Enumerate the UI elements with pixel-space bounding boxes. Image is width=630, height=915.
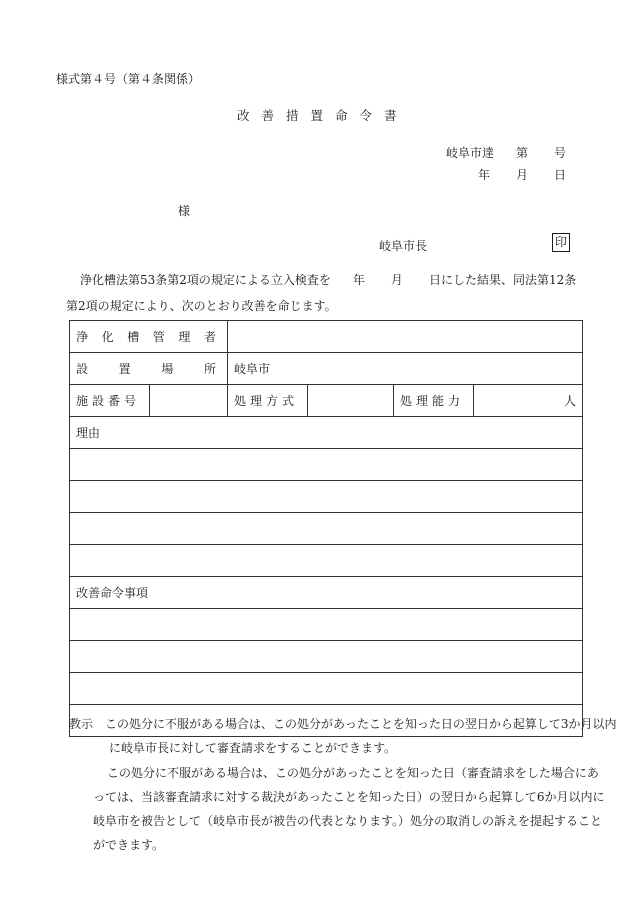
- instruction-label: 教示: [69, 717, 94, 731]
- treatment-method-label: 処理方式: [228, 385, 308, 417]
- issuer-dai: 第: [515, 146, 528, 160]
- date-year: 年: [477, 168, 490, 182]
- document-title: 改善措置命令書: [237, 108, 409, 123]
- addressee-suffix: 様: [178, 204, 191, 218]
- instruction-note-1: [69, 712, 624, 760]
- location-value-field[interactable]: 岐阜市: [228, 353, 583, 385]
- issue-date: [478, 166, 566, 183]
- facility-number-label: 施設番号: [70, 385, 150, 417]
- intro-paragraph: [66, 267, 586, 319]
- order-line[interactable]: [70, 609, 583, 641]
- treatment-method-field[interactable]: [308, 385, 394, 417]
- issuer-city: 岐阜市達: [445, 146, 494, 160]
- issuer-go: 号: [553, 146, 566, 160]
- capacity-label: 処理能力: [394, 385, 474, 417]
- facility-number-field[interactable]: [150, 385, 228, 417]
- order-line[interactable]: [70, 673, 583, 705]
- location-label-char: 設: [76, 362, 89, 376]
- manager-label-char: 理: [178, 330, 191, 344]
- manager-label-char: 槽: [127, 330, 140, 344]
- date-month: 月: [515, 168, 528, 182]
- intro-part2: 日にした結果、同法第12条第2項の規定により、次のとおり改善を命じます。: [66, 273, 577, 313]
- intro-month: 月: [390, 273, 403, 287]
- capacity-unit: 人: [563, 394, 576, 408]
- manager-label-char: 管: [152, 330, 165, 344]
- date-day: 日: [553, 168, 566, 182]
- instruction-note-2: この処分に不服がある場合は、この処分があったことを知った日（審査請求をした場合にあっては、当該審査請求に対する裁決があったことを知った日）の翌日から起算して6か月以内に岐阜市を被告として（岐阜市長が被告の代表となります。）処分の取消しの訴えを提起することができます。: [93, 766, 605, 852]
- form-number: 様式第４号（第４条関係）: [56, 72, 201, 86]
- mayor-name: 岐阜市長: [379, 239, 428, 253]
- manager-value-field[interactable]: [228, 321, 583, 353]
- manager-label-char: 者: [203, 330, 216, 344]
- reason-line[interactable]: [70, 481, 583, 513]
- seal-mark: 印: [552, 233, 570, 252]
- intro-year: 年: [352, 273, 365, 287]
- order-label: 改善命令事項: [70, 577, 583, 609]
- reason-line[interactable]: [70, 545, 583, 577]
- order-line[interactable]: [70, 641, 583, 673]
- location-label-cell: [70, 353, 228, 385]
- manager-label-char: 浄: [76, 330, 89, 344]
- manager-label-char: 化: [101, 330, 114, 344]
- manager-label-cell: [70, 321, 228, 353]
- location-label-char: 所: [203, 362, 216, 376]
- location-label-char: 置: [118, 362, 131, 376]
- reason-line[interactable]: [70, 449, 583, 481]
- capacity-field[interactable]: [474, 385, 583, 417]
- reason-label: 理由: [70, 417, 583, 449]
- reason-line[interactable]: [70, 513, 583, 545]
- instruction-text-1: この処分に不服がある場合は、この処分があったことを知った日の翌日から起算して3か月以内に岐阜市長に対して審査請求をすることができます。: [105, 717, 617, 755]
- intro-part1: 浄化槽法第53条第2項の規定による立入検査を: [80, 273, 331, 287]
- inspection-form-table: [69, 320, 583, 737]
- location-label-char: 場: [161, 362, 174, 376]
- issuer-number: [446, 144, 566, 161]
